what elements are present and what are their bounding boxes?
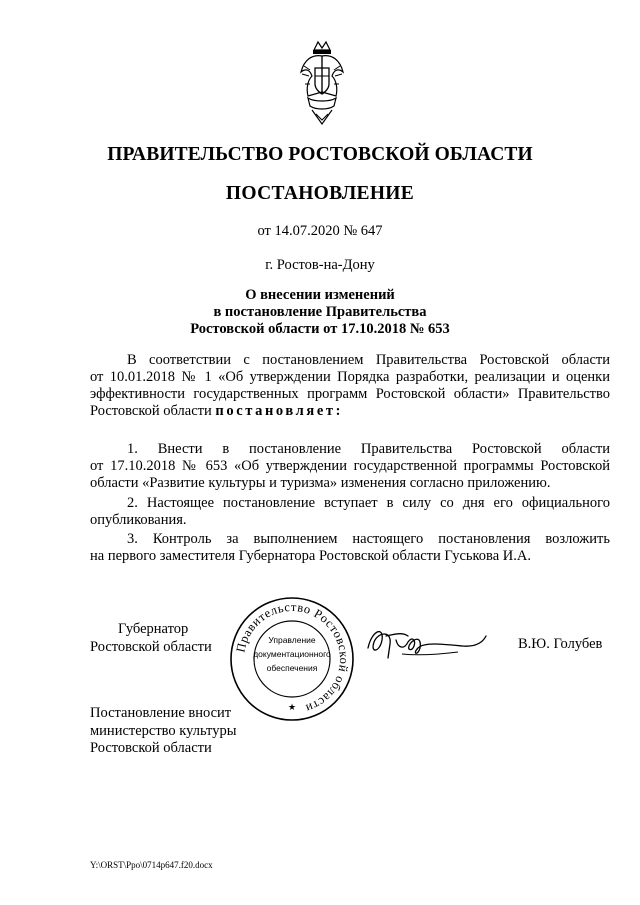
document-type: ПОСТАНОВЛЕНИЕ xyxy=(225,183,415,204)
official-stamp xyxy=(228,595,356,723)
signatory-role-line: Ростовской области xyxy=(90,639,212,655)
issuer-note xyxy=(90,705,236,758)
subject-line: Ростовской области от 17.10.2018 № 653 xyxy=(190,321,450,337)
decree-item-2 xyxy=(90,495,610,529)
handwritten-signature xyxy=(362,618,490,666)
subject-line: О внесении изменений xyxy=(245,287,395,303)
government-title: ПРАВИТЕЛЬСТВО РОСТОВСКОЙ ОБЛАСТИ xyxy=(107,144,533,165)
text-line: 3. Контроль за выполнением настоящего постановления возложить xyxy=(127,531,610,547)
text-line: 1. Внести в постановление Правительства Ростовской области xyxy=(127,441,610,457)
text-line: В соответствии с постановлением Правительства Ростовской области xyxy=(127,352,610,368)
stamp-text: обеспечения xyxy=(266,663,318,673)
stamp-ring-text: Правительство Ростовской области xyxy=(233,599,352,716)
text-fragment: Ростовской области xyxy=(90,403,216,419)
decree-item-1 xyxy=(90,441,610,492)
issuer-line: Постановление вносит xyxy=(90,705,232,721)
text-line: эффективности государственных программ Ростовской области» Правительство xyxy=(90,386,610,402)
text-line xyxy=(90,403,610,420)
text-line: опубликования. xyxy=(90,512,187,528)
signatory-role-line: Губернатор xyxy=(118,621,189,637)
document-subject xyxy=(0,287,640,338)
signatory-role xyxy=(90,620,212,656)
subject-line: в постановление Правительства xyxy=(213,304,427,320)
decree-item-3 xyxy=(90,531,610,565)
issuer-line: министерство культуры xyxy=(90,722,237,739)
text-line: от 17.10.2018 № 653 «Об утверждении государственной программы Ростовской xyxy=(90,458,610,474)
text-line: области «Развитие культуры и туризма» изменения согласно приложению. xyxy=(90,475,551,491)
stamp-text: Управление xyxy=(268,635,316,645)
text-line: на первого заместителя Губернатора Ростовской области Гуськова И.А. xyxy=(90,548,531,564)
document-date-number: от 14.07.2020 № 647 xyxy=(257,223,383,239)
coat-of-arms-icon xyxy=(298,40,346,128)
text-line: от 10.01.2018 № 1 «Об утверждении Порядка разработки, реализации и оценки xyxy=(90,369,610,385)
decree-keyword: постановляет: xyxy=(215,403,344,419)
signatory-name: В.Ю. Голубев xyxy=(518,636,603,652)
text-line: 2. Настоящее постановление вступает в силу со дня его официального xyxy=(127,495,610,511)
stamp-text: документационного xyxy=(253,649,331,659)
document-city: г. Ростов-на-Дону xyxy=(265,257,375,273)
preamble-paragraph xyxy=(90,352,610,420)
star-icon: ★ xyxy=(287,702,297,712)
file-path-footer: Y:\ORST\Ppo\0714p647.f20.docx xyxy=(90,860,213,870)
issuer-line: Ростовской области xyxy=(90,740,212,756)
